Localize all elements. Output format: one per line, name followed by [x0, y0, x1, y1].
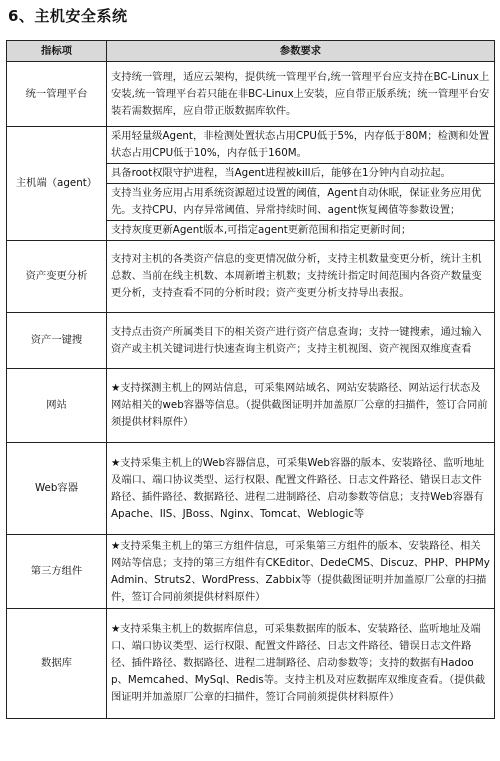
table-row: [7, 127, 495, 241]
table-row: [7, 62, 495, 127]
row-spec: ★支持探测主机上的网站信息，可采集网站域名、网站安装路径、网站运行状态及网站相关的web容器等信息。（提供截图证明并加盖原厂公章的扫描件，签订合同前须提供材料原件）: [107, 369, 495, 443]
row-name: 第三方组件: [7, 535, 107, 609]
table-row: [7, 443, 495, 535]
row-spec: 采用轻量级Agent，非检测处置状态占用CPU低于5%，内存低于80M；检测和处置状态占用CPU低于10%，内存低于160M。: [107, 127, 494, 164]
row-spec: ★支持采集主机上的第三方组件信息，可采集第三方组件的版本、安装路径、相关网站等信息；支持的第三方组件有CKEditor、DedeCMS、Discuz、PHP、PHPMyAdmin、Struts2、WordPress、Zabbix等（提供截图证明并加盖原厂公章的扫描件，签订合同前须提供材料原件）: [107, 535, 495, 609]
row-spec: 支持点击资产所属类目下的相关资产进行资产信息查询；支持一键搜索，通过输入资产或主机关键词进行快速查询主机资产；支持主机视图、资产视图双维度查看: [107, 313, 495, 369]
table-header-row: [7, 41, 495, 62]
row-name: 资产一键搜: [7, 313, 107, 369]
spec-table: [6, 40, 495, 719]
header-indicator: 指标项: [7, 41, 107, 62]
row-spec: 支持对主机的各类资产信息的变更情况做分析，支持主机数量变更分析，统计主机总数、当前在线主机数、本周新增主机数；支持统计指定时间范围内各资产数量变更分析，支持查看不同的分析时段；资产变更分析支持导出表报。: [107, 241, 495, 313]
header-requirement: 参数要求: [107, 41, 495, 62]
row-spec: ★支持采集主机上的Web容器信息，可采集Web容器的版本、安装路径、监听地址及端口、端口协议类型、运行权限、配置文件路径、日志文件路径、错误日志文件路径、插件路径、数据路径、进程二进制路径、启动参数等信息；支持Web容器有Apache、IIS、JBoss、Nginx、Tomcat、Weblogic等: [107, 443, 495, 535]
row-spec: 支持统一管理，适应云架构，提供统一管理平台,统一管理平台应支持在BC-Linux上安装,统一管理平台若只能在非BC-Linux上安装，应自带正版系统；统一管理平台安装若需数据库，应自带正版数据库软件。: [107, 62, 495, 127]
table-row: [7, 241, 495, 313]
table-row: [7, 535, 495, 609]
table-row: [7, 369, 495, 443]
section-title: 6、主机安全系统: [8, 7, 128, 25]
row-name: 资产变更分析: [7, 241, 107, 313]
row-name: 数据库: [7, 609, 107, 719]
row-spec: 具备root权限守护进程，当Agent进程被kill后，能够在1分钟内自动拉起。: [107, 164, 494, 184]
row-name: Web容器: [7, 443, 107, 535]
row-name: 网站: [7, 369, 107, 443]
row-spec-group: [107, 127, 495, 241]
row-name: 统一管理平台: [7, 62, 107, 127]
row-spec: 支持当业务应用占用系统资源超过设置的阈值，Agent自动休眠，保证业务应用优先。支持CPU、内存异常阈值、异常持续时间、agent恢复阈值等参数设置；: [107, 184, 494, 221]
row-name: 主机端（agent）: [7, 127, 107, 241]
table-row: [7, 313, 495, 369]
row-spec: ★支持采集主机上的数据库信息，可采集数据库的版本、安装路径、监听地址及端口、端口协议类型、运行权限、配置文件路径、日志文件路径、错误日志文件路径、插件路径、数据路径、进程二进制路径、启动参数等；支持的数据有Hadoop、Memcahed、MySql、Redis等。支持主机及对应数据库双维度查看。（提供截图证明并加盖原厂公章的扫描件，签订合同前须提供材料原件）: [107, 609, 495, 719]
table-row: [7, 609, 495, 719]
row-spec: 支持灰度更新Agent版本,可指定agent更新范围和指定更新时间；: [111, 224, 412, 236]
